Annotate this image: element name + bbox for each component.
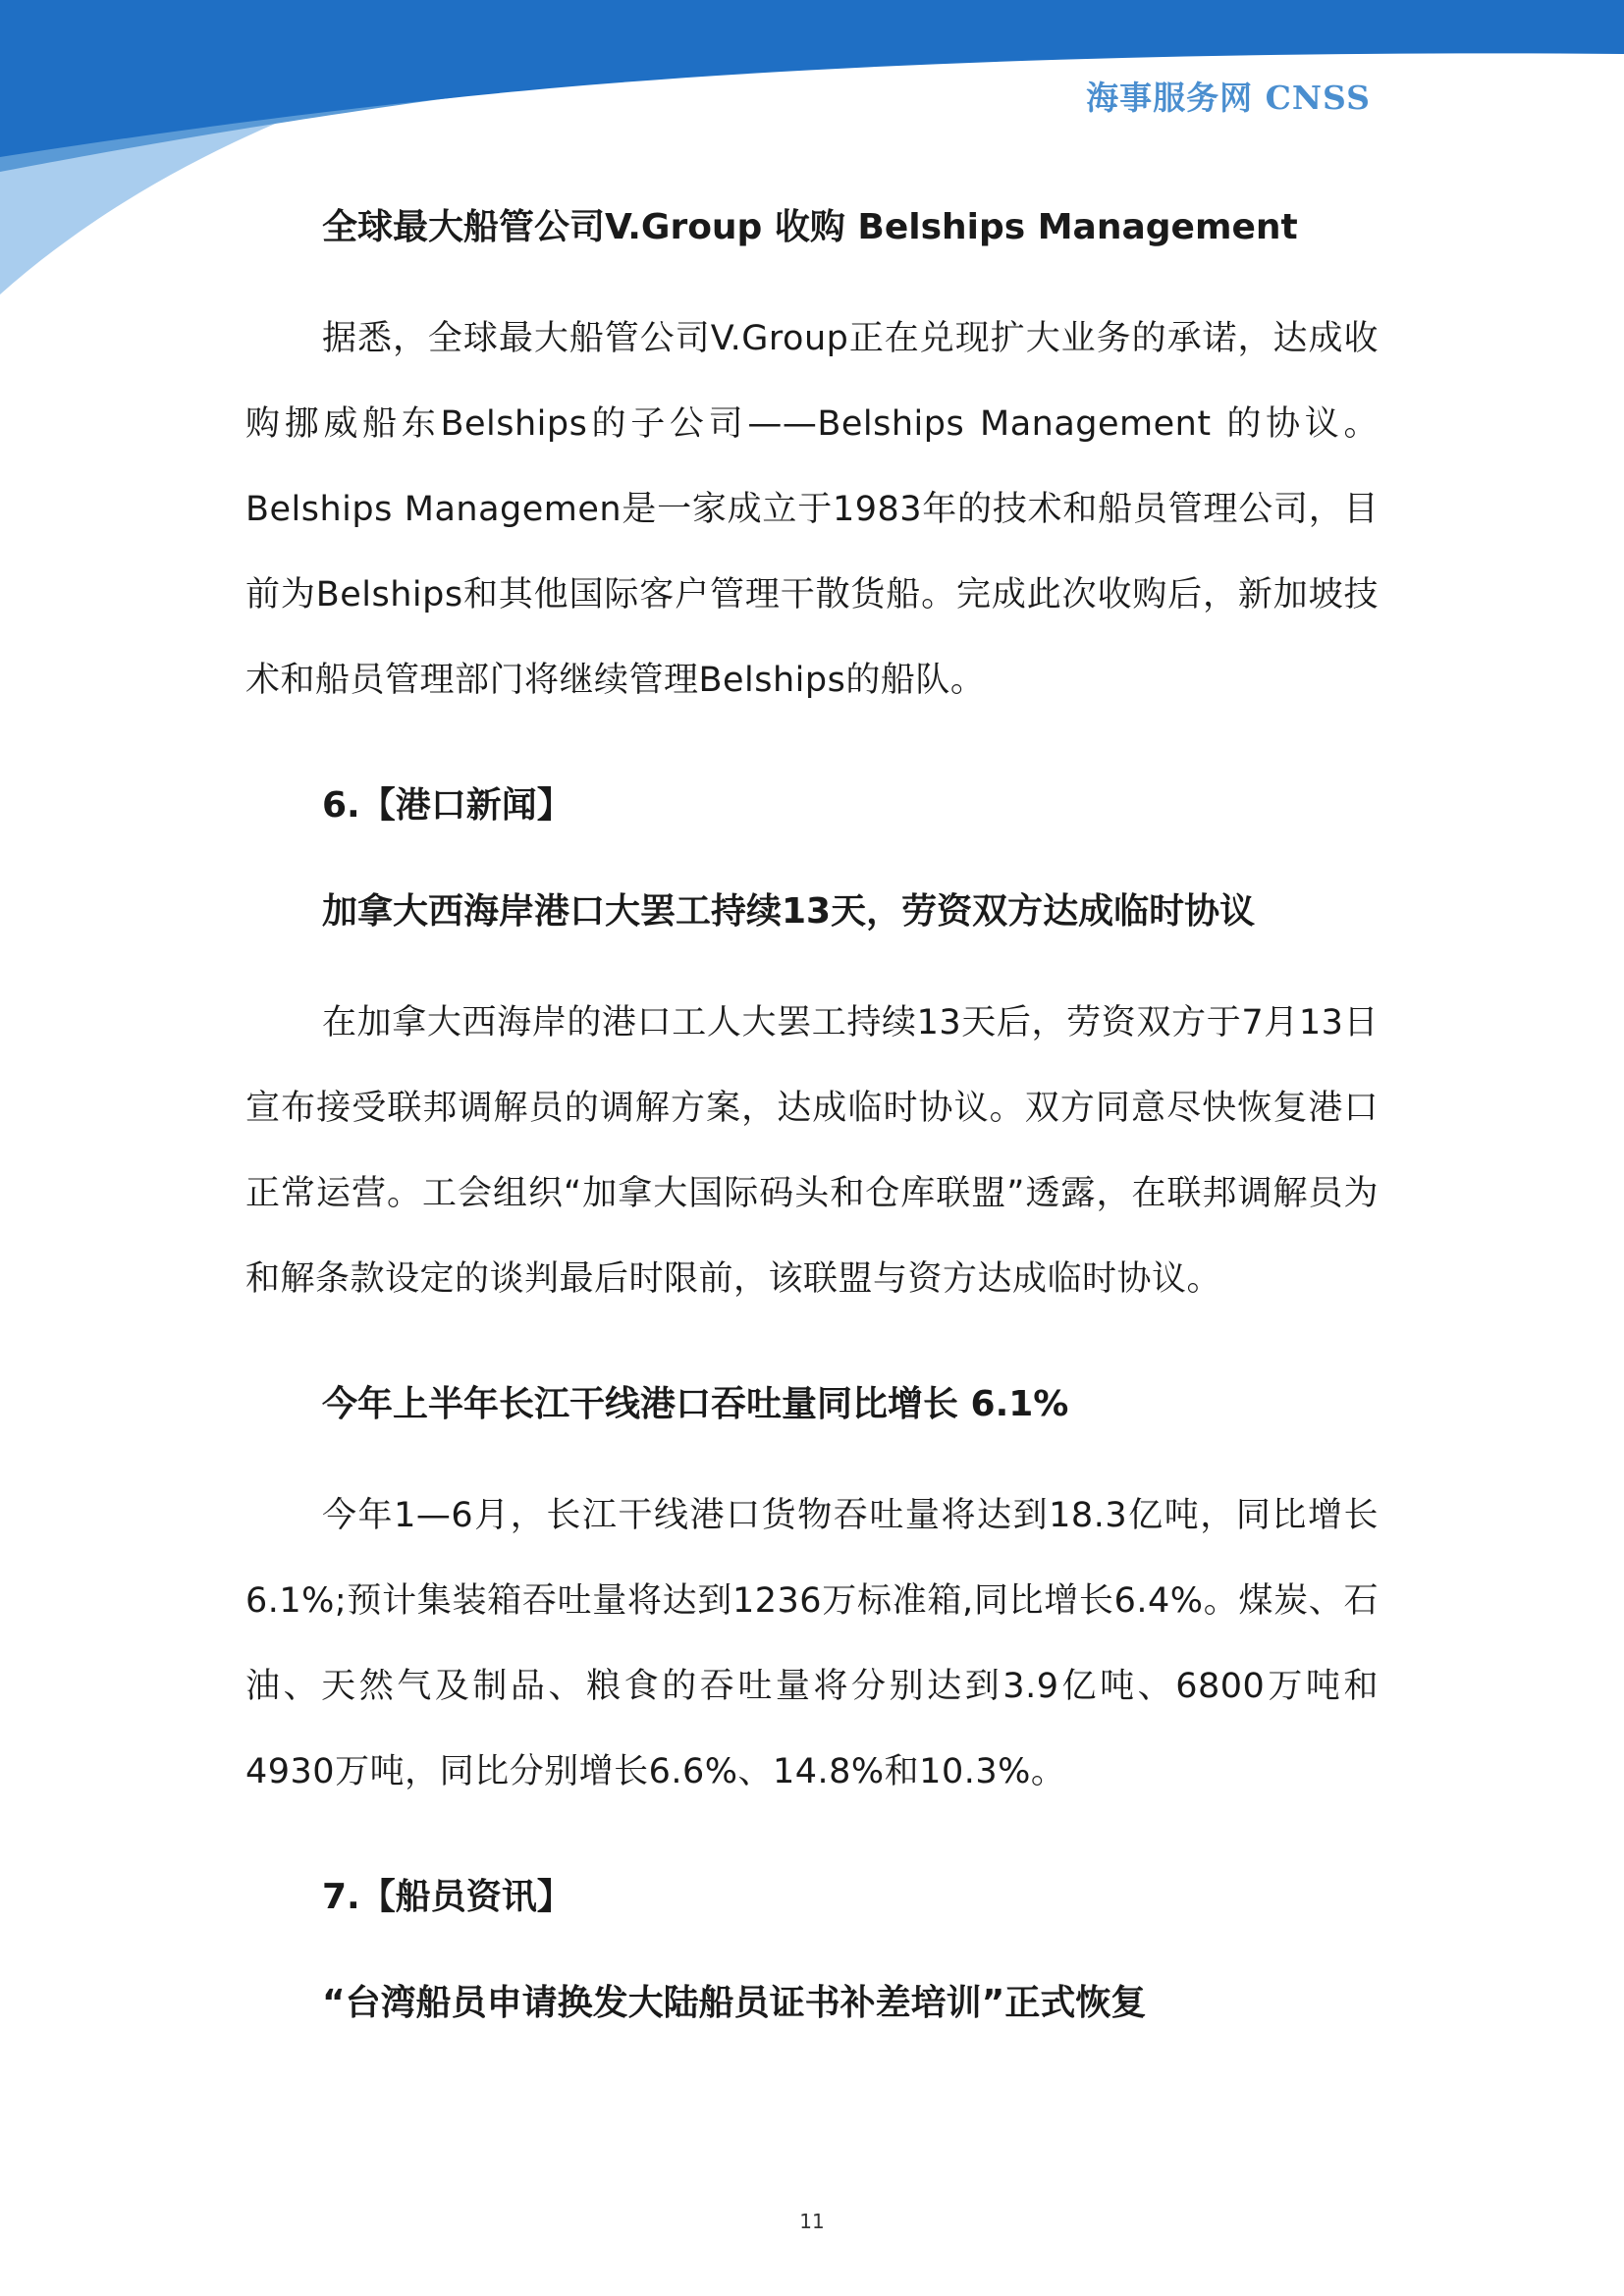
page-number: 11 (799, 2210, 825, 2233)
article-body-canada-strike: 在加拿大西海岸的港口工人大罢工持续13天后，劳资双方于7月13日宣布接受联邦调解员的调解方案，达成临时协议。双方同意尽快恢复港口正常运营。工会组织“加拿大国际码头和仓库联盟”透露，在联邦调解员为和解条款设定的谈判最后时限前，该联盟与资方达成临时协议。 (245, 1003, 1379, 1299)
article-title-taiwan-crew-training: “台湾船员申请换发大陆船员证书补差培训”正式恢复 (322, 1983, 1147, 2023)
article-body-yangtze-throughput: 今年1—6月，长江干线港口货物吞吐量将达到18.3亿吨，同比增长6.1%;预计集装箱吞吐量将达到1236万标准箱,同比增长6.4%。煤炭、石油、天然气及制品、粮食的吞吐量将分别达到3.9亿吨、6800万吨和4930万吨，同比分别增长6.6%、14.8%和10.3%。 (245, 1496, 1379, 1791)
article-title-yangtze-throughput: 今年上半年长江干线港口吞吐量同比增长 6.1% (322, 1384, 1069, 1424)
brand-logo-text: 海事服务网 CNSS (1086, 79, 1371, 117)
page-content (245, 204, 1379, 2027)
section-title-port-news: 6.【港口新闻】 (322, 785, 572, 826)
article-title-canada-strike: 加拿大西海岸港口大罢工持续13天，劳资双方达成临时协议 (322, 891, 1256, 932)
section-title-crew-news: 7.【船员资讯】 (322, 1877, 572, 1917)
article-title-vgroup: 全球最大船管公司V.Group 收购 Belships Management (322, 207, 1298, 247)
article-body-vgroup: 据悉，全球最大船管公司V.Group正在兑现扩大业务的承诺，达成收购挪威船东Belships的子公司——Belships Management 的协议。Belships Managemen是一家成立于1983年的技术和船员管理公司，目前为Belships和其他国际客户管理干散货船。完成此次收购后，新加坡技术和船员管理部门将继续管理Belships的船队。 (245, 319, 1379, 700)
